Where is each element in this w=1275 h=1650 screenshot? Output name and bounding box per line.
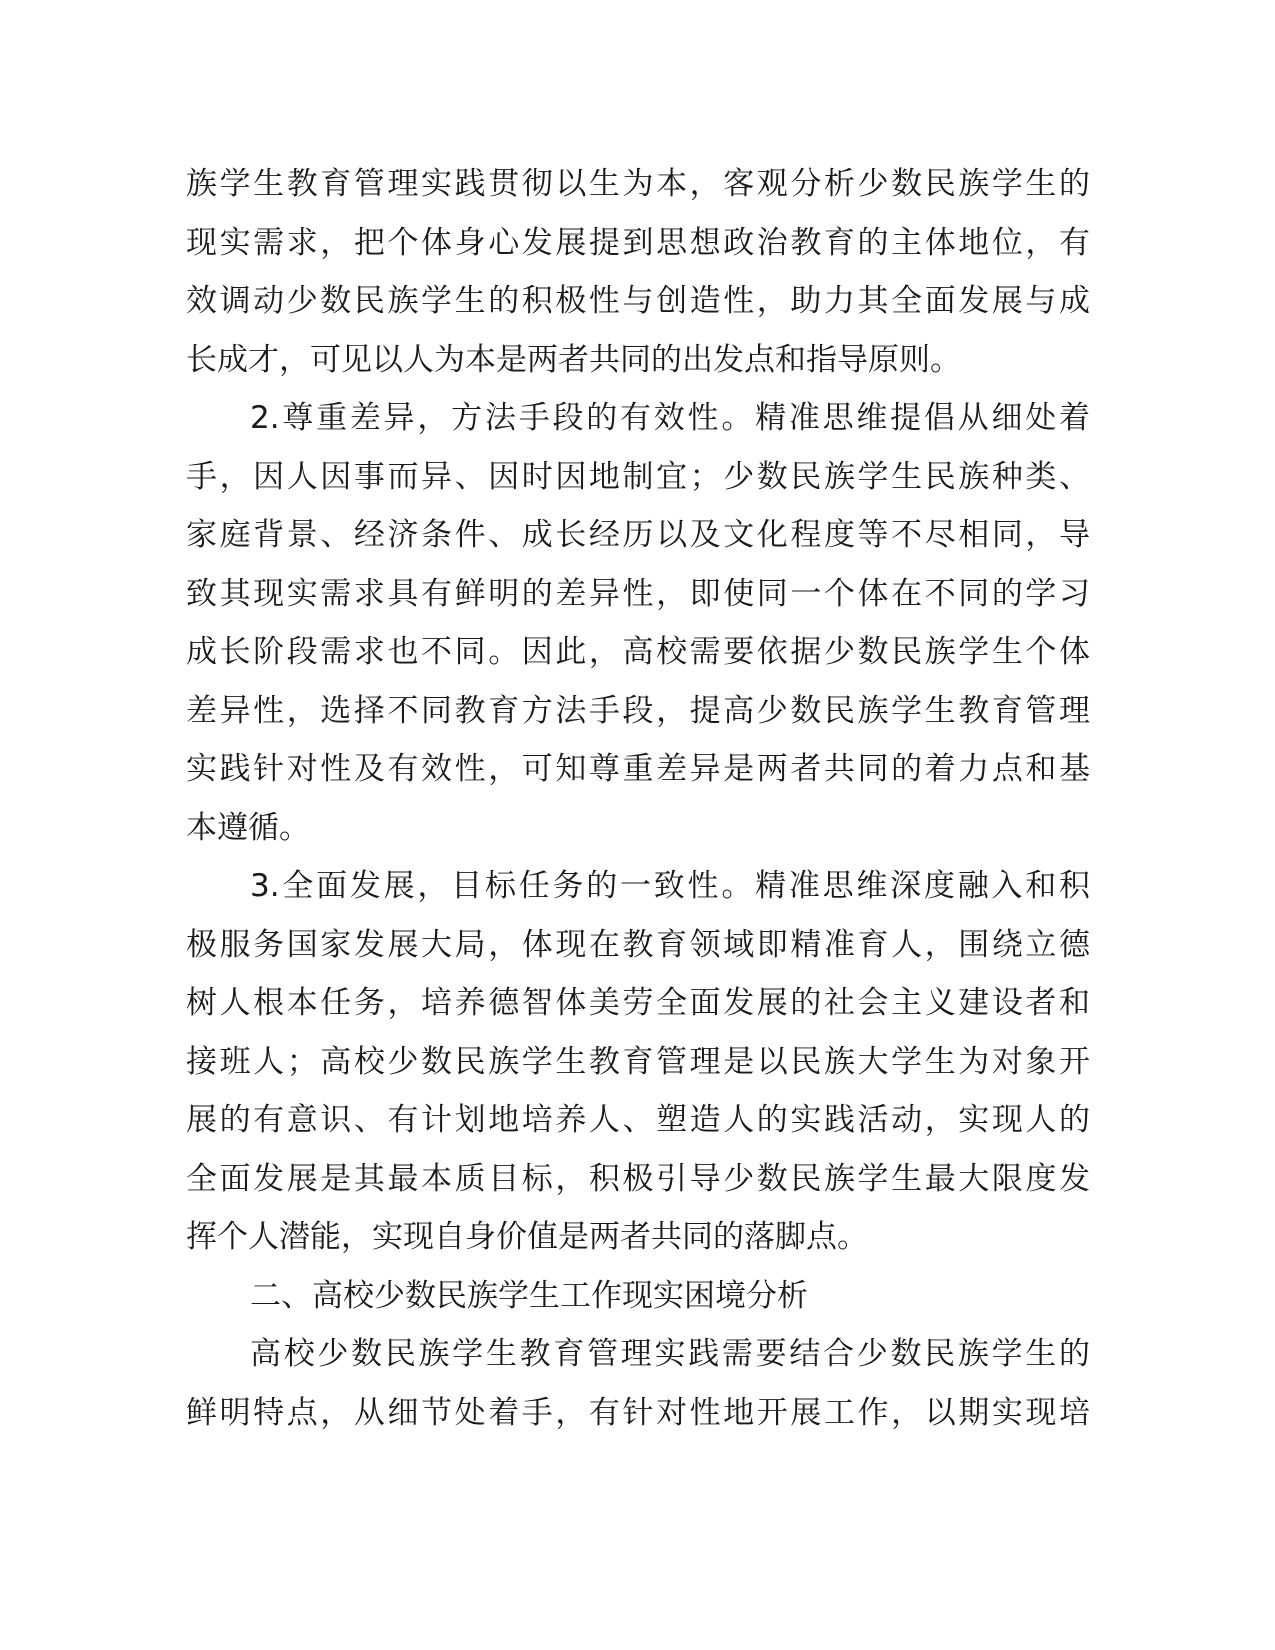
text-line: 鲜明特点，从细节处着手，有针对性地开展工作，以期实现培 <box>186 1394 1090 1431</box>
text-line: 实践针对性及有效性，可知尊重差异是两者共同的着力点和基 <box>186 751 1090 787</box>
text-line: 展的有意识、有计划地培养人、塑造人的实践活动，实现人的 <box>186 1102 1090 1138</box>
text-line: 现实需求，把个体身心发展提到思想政治教育的主体地位，有 <box>186 224 1090 261</box>
text-line: 效调动少数民族学生的积极性与创造性，助力其全面发展与成 <box>186 283 1090 319</box>
heading-line: 二、高校少数民族学生工作现实困境分析 <box>250 1277 808 1314</box>
text-line: 致其现实需求具有鲜明的差异性，即使同一个体在不同的学习 <box>186 575 1090 612</box>
text-line: 树人根本任务，培养德智体美劳全面发展的社会主义建设者和 <box>186 985 1090 1021</box>
text-line: 长成才，可见以人为本是两者共同的出发点和指导原则。 <box>186 341 961 378</box>
text-line: 全面发展是其最本质目标，积极引导少数民族学生最大限度发 <box>186 1160 1090 1197</box>
text-line: 高校少数民族学生教育管理实践需要结合少数民族学生的 <box>250 1336 1090 1372</box>
text-line: 差异性，选择不同教育方法手段，提高少数民族学生教育管理 <box>186 692 1090 729</box>
section-heading <box>186 1267 1090 1326</box>
text-line: 成长阶段需求也不同。因此，高校需要依据少数民族学生个体 <box>186 634 1090 670</box>
text-line: 挥个人潜能，实现自身价值是两者共同的落脚点。 <box>186 1219 868 1255</box>
paragraph-4 <box>186 1325 1090 1442</box>
paragraph-2 <box>186 389 1090 857</box>
text-line: 极服务国家发展大局，体现在教育领域即精准育人，围绕立德 <box>186 926 1090 963</box>
paragraph-3 <box>186 857 1090 1267</box>
text-line: 手，因人因事而异、因时因地制宜；少数民族学生民族种类、 <box>186 458 1090 495</box>
text-line: 3.全面发展，目标任务的一致性。精准思维深度融入和积 <box>250 868 1090 904</box>
paragraph-1 <box>186 155 1090 389</box>
text-line: 2.尊重差异，方法手段的有效性。精准思维提倡从细处着 <box>250 400 1090 436</box>
document-body <box>186 155 1090 1442</box>
text-line: 家庭背景、经济条件、成长经历以及文化程度等不尽相同，导 <box>186 517 1090 553</box>
text-line: 接班人；高校少数民族学生教育管理是以民族大学生为对象开 <box>186 1043 1090 1080</box>
text-line: 本遵循。 <box>186 809 310 846</box>
text-line: 族学生教育管理实践贯彻以生为本，客观分析少数民族学生的 <box>186 166 1090 202</box>
